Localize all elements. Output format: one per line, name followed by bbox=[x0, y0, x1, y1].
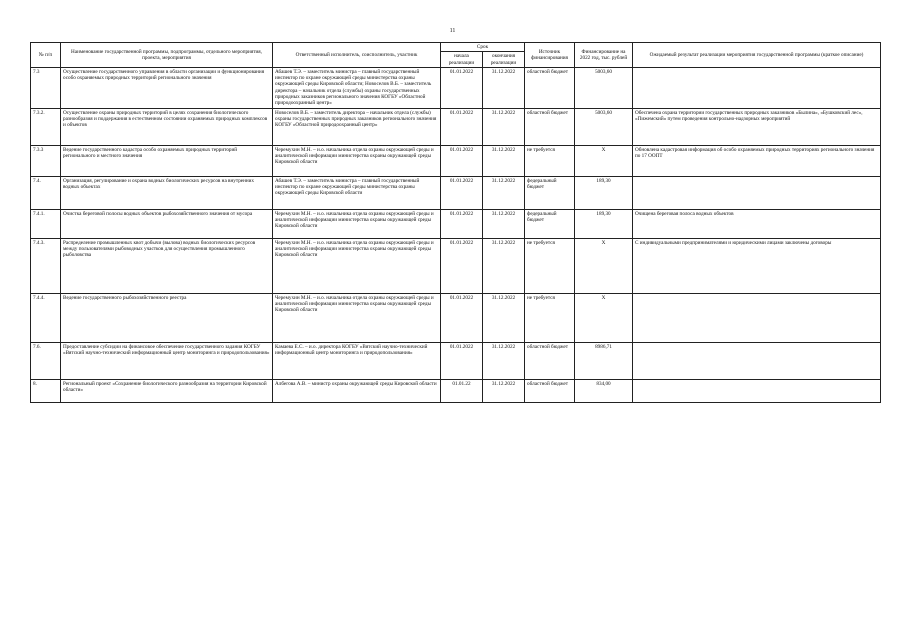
cell-source: федеральный бюджет bbox=[525, 176, 575, 209]
cell-end: 31.12.2022 bbox=[483, 209, 525, 238]
cell-source: областной бюджет bbox=[525, 108, 575, 145]
cell-num: 7.4.1. bbox=[31, 209, 61, 238]
page-number: 11 bbox=[449, 28, 456, 34]
cell-funding: 189,30 bbox=[575, 209, 633, 238]
cell-end: 31.12.2022 bbox=[483, 238, 525, 293]
cell-source: не требуется bbox=[525, 145, 575, 176]
cell-result bbox=[633, 293, 881, 342]
cell-executor: Абашев Т.Э. – заместитель министра – главный государственный инспектор по охране окружающей среды министерства охраны окружающей среды Кировской области bbox=[273, 176, 441, 209]
cell-num: 7.4. bbox=[31, 176, 61, 209]
cell-result bbox=[633, 342, 881, 379]
cell-num: 7.4.3. bbox=[31, 238, 61, 293]
cell-end: 31.12.2022 bbox=[483, 293, 525, 342]
measures-table bbox=[30, 42, 881, 403]
cell-start: 01.01.2022 bbox=[441, 293, 483, 342]
cell-executor: Черемухин М.Н. – и.о. начальника отдела охраны окружающей среды и аналитической информации министерства охраны окружающей среды Кировской области bbox=[273, 145, 441, 176]
cell-start: 01.01.2022 bbox=[441, 342, 483, 379]
table-body bbox=[31, 67, 881, 402]
cell-funding: Х bbox=[575, 238, 633, 293]
cell-end: 31.12.2022 bbox=[483, 108, 525, 145]
cell-end: 31.12.2022 bbox=[483, 176, 525, 209]
cell-start: 01.01.2022 bbox=[441, 145, 483, 176]
cell-start: 01.01.2022 bbox=[441, 238, 483, 293]
header-result: Ожидаемый результат реализации мероприятия государственной программы (краткое описание) bbox=[633, 43, 881, 68]
cell-start: 01.01.2022 bbox=[441, 176, 483, 209]
cell-num: 7.3.2. bbox=[31, 108, 61, 145]
cell-name: Очистка береговой полосы водных объектов рыбохозяйственного значения от мусора bbox=[61, 209, 273, 238]
table-row bbox=[31, 145, 881, 176]
cell-result bbox=[633, 67, 881, 108]
cell-executor: Черемухин М.Н. – и.о. начальника отдела охраны окружающей среды и аналитической информации министерства охраны окружающей среды Кировской области bbox=[273, 238, 441, 293]
cell-funding: Х bbox=[575, 145, 633, 176]
cell-result: Обеспечена охрана территории государственных природных заказников «Былина», «Бушковский лес», «Пижемский» путем проведения контрольно-надзорных мероприятий bbox=[633, 108, 881, 145]
cell-num: 7.4.4. bbox=[31, 293, 61, 342]
cell-result: Очищена береговая полоса водных объектов bbox=[633, 209, 881, 238]
cell-source: областной бюджет bbox=[525, 67, 575, 108]
cell-source: не требуется bbox=[525, 238, 575, 293]
cell-num: 7.6. bbox=[31, 342, 61, 379]
cell-end: 31.12.2022 bbox=[483, 379, 525, 402]
cell-source: федеральный бюджет bbox=[525, 209, 575, 238]
cell-executor: Новоселов В.Б. – заместитель директора – начальник отдела (службы) охраны государственных природных заказников регионального значения КОГБУ «Областной природоохранный центр» bbox=[273, 108, 441, 145]
cell-result bbox=[633, 379, 881, 402]
header-name: Наименование государственной программы, подпрограммы, отдельного мероприятия, проекта, мероприятия bbox=[61, 43, 273, 68]
table-row bbox=[31, 209, 881, 238]
table-row bbox=[31, 293, 881, 342]
cell-funding: 5003,60 bbox=[575, 67, 633, 108]
cell-result: С индивидуальными предпринимателями и юридическими лицами заключены договоры bbox=[633, 238, 881, 293]
cell-result: Обновлена кадастровая информация об особо охраняемых природных территориях регионального значения по 17 ООПТ bbox=[633, 145, 881, 176]
cell-name: Региональный проект «Сохранение биологического разнообразия на территории Кировской области» bbox=[61, 379, 273, 402]
cell-executor: Абашев Т.Э. – заместитель министра – главный государственный инспектор по охране окружающей среды министерства охраны окружающей среды Кировской области; Новоселов В.Б. – заместитель директора – начальник отдела (службы) охраны государственных природных заказников регионального значения КОГБУ «Областной природоохранный центр» bbox=[273, 67, 441, 108]
cell-source: не требуется bbox=[525, 293, 575, 342]
cell-num: 7.3.3 bbox=[31, 145, 61, 176]
cell-name: Осуществление государственного управления в области организации и функционирования особо охраняемых природных территорий регионального значения bbox=[61, 67, 273, 108]
table-row bbox=[31, 108, 881, 145]
cell-name: Организация, регулирование и охрана водных биологических ресурсов на внутренних водных объектах bbox=[61, 176, 273, 209]
cell-executor: Черемухин М.Н. – и.о. начальника отдела охраны окружающей среды и аналитической информации министерства охраны окружающей среды Кировской области bbox=[273, 209, 441, 238]
header-start: начала реализации bbox=[441, 52, 483, 68]
table-row bbox=[31, 67, 881, 108]
header-source: Источник финансирования bbox=[525, 43, 575, 68]
cell-executor: Черемухин М.Н. – и.о. начальника отдела охраны окружающей среды и аналитической информации министерства охраны окружающей среды Кировской области bbox=[273, 293, 441, 342]
cell-funding: 8986,71 bbox=[575, 342, 633, 379]
cell-end: 31.12.2022 bbox=[483, 145, 525, 176]
cell-start: 01.01.2022 bbox=[441, 209, 483, 238]
cell-funding: Х bbox=[575, 293, 633, 342]
cell-name: Осуществление охраны природных территорий в целях сохранения биологического разнообразия и поддержания в естественном состоянии охраняемых природных комплексов и объектов bbox=[61, 108, 273, 145]
cell-source: областной бюджет bbox=[525, 379, 575, 402]
cell-source: областной бюджет bbox=[525, 342, 575, 379]
cell-start: 01.01.22 bbox=[441, 379, 483, 402]
table-row bbox=[31, 379, 881, 402]
cell-start: 01.01.2022 bbox=[441, 67, 483, 108]
cell-name: Предоставление субсидии на финансовое обеспечение государственного задания КОГБУ «Вятский научно-технический информационный центр мониторинга и природопользования» bbox=[61, 342, 273, 379]
cell-funding: 834,00 bbox=[575, 379, 633, 402]
cell-executor: Албегова А.В. – министр охраны окружающей среды Кировской области bbox=[273, 379, 441, 402]
cell-start: 01.01.2022 bbox=[441, 108, 483, 145]
cell-funding: 5003,60 bbox=[575, 108, 633, 145]
cell-name: Ведение государственного кадастра особо охраняемых природных территорий регионального и местного значения bbox=[61, 145, 273, 176]
table-row bbox=[31, 342, 881, 379]
cell-funding: 189,30 bbox=[575, 176, 633, 209]
cell-num: 8. bbox=[31, 379, 61, 402]
header-term: Срок bbox=[441, 43, 525, 52]
header-end: окончания реализации bbox=[483, 52, 525, 68]
header-num: № п/п bbox=[31, 43, 61, 68]
cell-executor: Камаева Е.С. – и.о. директора КОГБУ «Вятский научно-технический информационный центр мониторинга и природопользования» bbox=[273, 342, 441, 379]
header-executor: Ответственный исполнитель, соисполнитель, участник bbox=[273, 43, 441, 68]
cell-end: 31.12.2022 bbox=[483, 67, 525, 108]
table-row bbox=[31, 176, 881, 209]
cell-name: Ведение государственного рыбохозяйственного реестра bbox=[61, 293, 273, 342]
table-row bbox=[31, 238, 881, 293]
cell-num: 7.3 bbox=[31, 67, 61, 108]
cell-name: Распределение промышленных квот добычи (вылова) водных биологических ресурсов между пользователями рыбоводных участков для осуществления промышленного рыболовства bbox=[61, 238, 273, 293]
header-funding: Финансирование на 2022 год, тыс. рублей bbox=[575, 43, 633, 68]
cell-result bbox=[633, 176, 881, 209]
cell-end: 31.12.2022 bbox=[483, 342, 525, 379]
